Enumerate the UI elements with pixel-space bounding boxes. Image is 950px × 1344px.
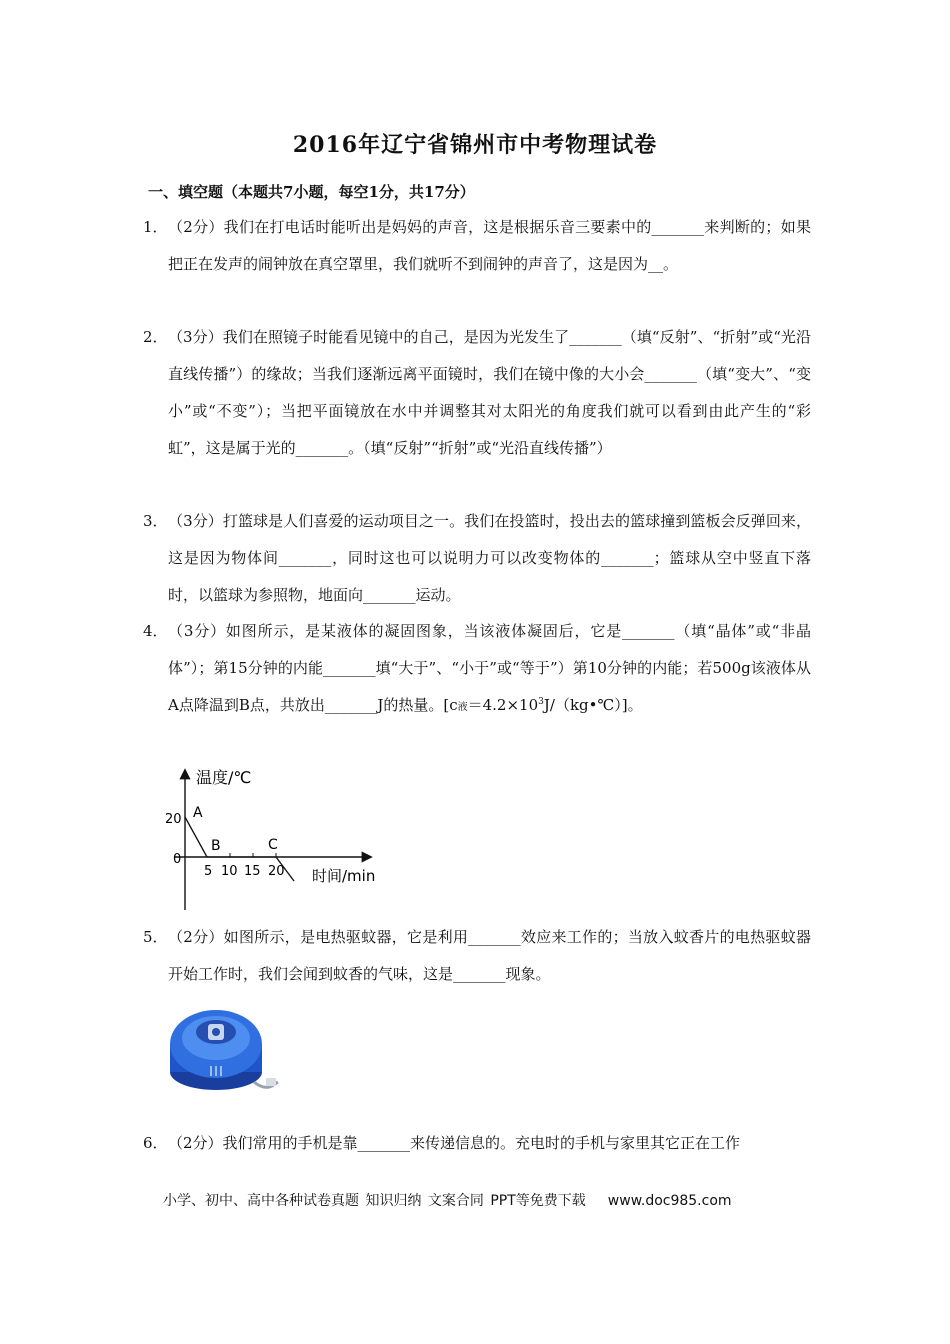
y-tick-label: 0	[173, 852, 182, 867]
question-text: （3分）打篮球是人们喜爱的运动项目之一。我们在投篮时，投出去的篮球撞到篮板会反弹回来，这是因为物体间_______，同时这也可以说明力可以改变物体的_______；篮球从空中竖直下落时，以篮球为参照物，地面向_______运动。	[168, 512, 811, 604]
electric-mosquito-repeller-image	[164, 1002, 284, 1102]
question-text-part: J/（kg•℃）]。	[543, 696, 643, 714]
question-text	[168, 613, 811, 724]
footer	[163, 1190, 732, 1210]
point-label-c: C	[268, 837, 278, 853]
x-tick-label: 15	[244, 864, 261, 879]
question-text-part: ＝4.2×10	[467, 696, 539, 714]
question-6	[143, 1125, 811, 1162]
question-text: （2分）如图所示，是电热驱蚊器，它是利用_______效应来工作的；当放入蚊香片的电热驱蚊器开始工作时，我们会闻到蚊香的气味，这是_______现象。	[168, 928, 811, 983]
question-number: 3．	[143, 512, 168, 530]
x-tick-label: 10	[221, 864, 238, 879]
x-axis-label: 时间/min	[312, 867, 376, 885]
x-tick-label: 20	[268, 864, 285, 879]
question-1	[143, 209, 811, 283]
section-heading: 一、填空题（本题共7小题，每空1分，共17分）	[148, 183, 475, 201]
x-tick-label: 5	[204, 864, 213, 879]
superscript: 3	[538, 697, 544, 707]
question-text: （3分）我们在照镜子时能看见镜中的自己，是因为光发生了_______（填“反射”、“折射”或“光沿直线传播”）的缘故；当我们逐渐远离平面镜时，我们在镜中像的大小会_______（填“变大”、“变小”或“不变”）；当把平面镜放在水中并调整其对太阳光的角度我们就可以看到由此产生的“彩虹”，这是属于光的_______。（填“反射”“折射”或“光沿直线传播”）	[168, 328, 811, 457]
subscript: 液	[457, 702, 468, 713]
question-number: 6．	[143, 1134, 168, 1152]
page-title: 2016年辽宁省锦州市中考物理试卷	[292, 132, 658, 158]
temperature-time-graph	[160, 765, 390, 915]
question-text: （2分）我们在打电话时能听出是妈妈的声音，这是根据乐音三要素中的_______来判断的；如果把正在发声的闹钟放在真空罩里，我们就听不到闹钟的声音了，这是因为__。	[168, 218, 811, 273]
question-4	[143, 613, 811, 724]
y-tick-label: 20	[165, 812, 182, 827]
question-number: 5．	[143, 928, 168, 946]
footer-url[interactable]: www.doc985.com	[607, 1193, 732, 1209]
question-number: 1．	[143, 218, 168, 236]
question-number: 4．	[143, 622, 168, 640]
question-5	[143, 919, 811, 993]
curve-segment-ab	[185, 817, 207, 857]
question-text-part: （3分）如图所示，是某液体的凝固图象，当该液体凝固后，它是_______（填“晶体”或“非晶体”）；第15分钟的内能_______填“大于”、“小于”或“等于”）第10分钟的内能；若500g该液体从A点降温到B点，共放出_______J的热量。[c	[168, 622, 811, 714]
point-label-b: B	[211, 838, 221, 854]
question-text: （2分）我们常用的手机是靠_______来传递信息的。充电时的手机与家里其它正在工作	[168, 1134, 741, 1152]
footer-text: 小学、初中、高中各种试卷真题 知识归纳 文案合同 PPT等免费下载	[163, 1193, 586, 1209]
y-axis-label: 温度/℃	[196, 768, 252, 787]
question-3	[143, 503, 811, 614]
question-2	[143, 319, 811, 467]
point-label-a: A	[193, 805, 203, 821]
question-number: 2．	[143, 328, 168, 346]
